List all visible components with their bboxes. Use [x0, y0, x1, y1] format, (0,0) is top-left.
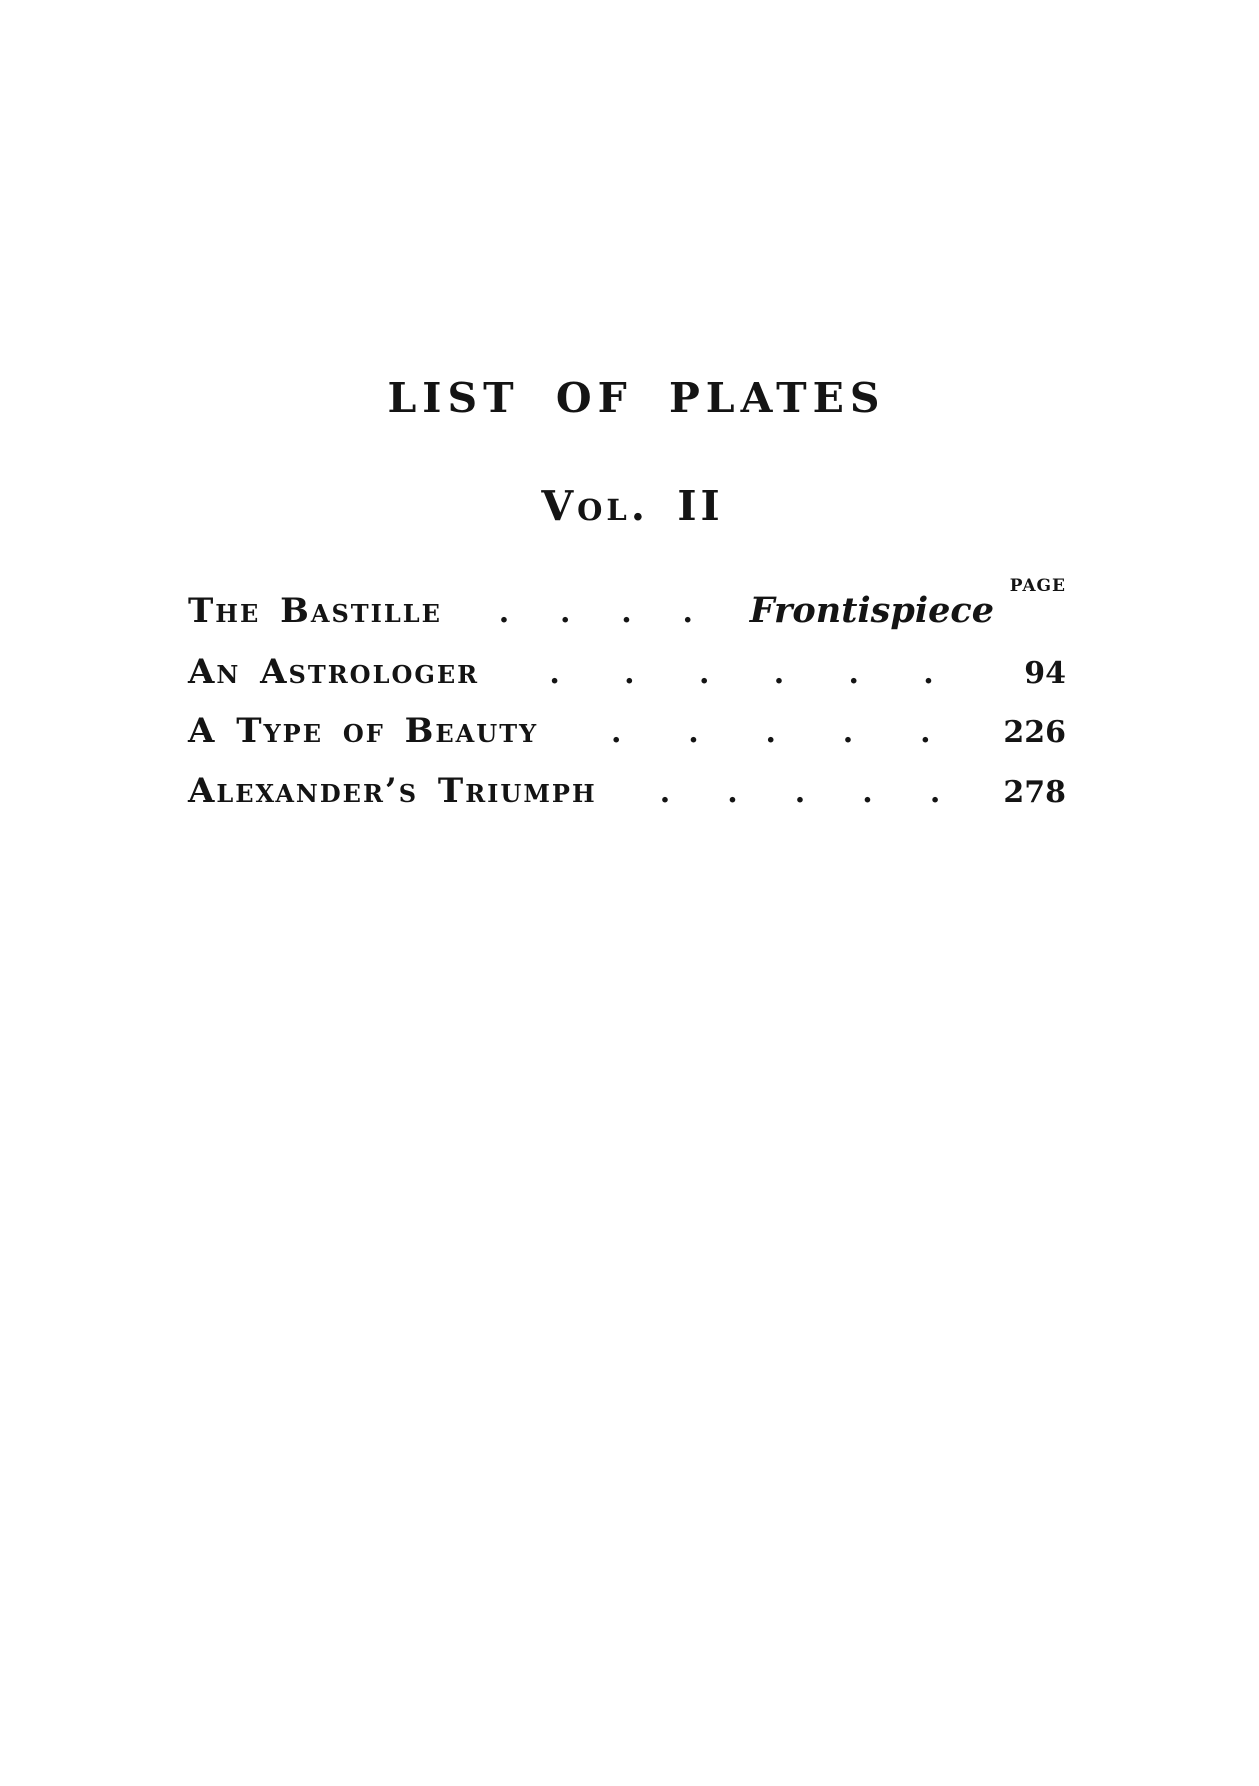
- leader-dot: .: [621, 598, 632, 628]
- plate-row: [188, 711, 1066, 751]
- volume-heading: Vol. II: [541, 482, 724, 530]
- leader-dot: .: [559, 598, 571, 628]
- leader-dot: .: [773, 659, 785, 689]
- plate-page-number: 226: [1003, 715, 1066, 750]
- plate-title: The Bastille: [188, 591, 442, 631]
- page-title: LIST OF PLATES: [387, 374, 886, 422]
- leader-dot: .: [682, 598, 693, 628]
- plate-row: [188, 590, 1066, 631]
- leader-dot: .: [862, 778, 873, 808]
- plates-list: [188, 578, 1066, 848]
- leader-dot: .: [624, 659, 635, 689]
- leader-dots: [544, 718, 997, 748]
- page-column-header: PAGE: [1009, 576, 1066, 596]
- plate-row: [188, 771, 1066, 811]
- plate-row: [188, 652, 1066, 692]
- leader-dot: .: [794, 778, 806, 808]
- leader-dot: .: [659, 778, 671, 808]
- leader-dots: [485, 659, 998, 689]
- leader-dots: [603, 778, 998, 808]
- leader-dot: .: [923, 659, 934, 689]
- leader-dots: [448, 598, 744, 628]
- leader-dot: .: [498, 598, 510, 628]
- plate-page-number: 94: [1024, 656, 1066, 691]
- plate-title: A Type of Beauty: [188, 711, 539, 751]
- leader-dot: .: [842, 718, 854, 748]
- leader-dot: .: [549, 659, 560, 689]
- leader-dot: .: [929, 778, 941, 808]
- leader-dot: .: [698, 659, 710, 689]
- plate-title: An Astrologer: [188, 652, 480, 692]
- leader-dot: .: [765, 718, 776, 748]
- leader-dot: .: [920, 718, 931, 748]
- plate-title: Alexander’s Triumph: [188, 771, 597, 811]
- plate-page-number: 278: [1003, 775, 1066, 810]
- leader-dot: .: [688, 718, 699, 748]
- leader-dot: .: [611, 718, 622, 748]
- leader-dot: .: [727, 778, 738, 808]
- leader-dot: .: [848, 659, 859, 689]
- frontispiece-label: Frontispiece: [749, 590, 994, 631]
